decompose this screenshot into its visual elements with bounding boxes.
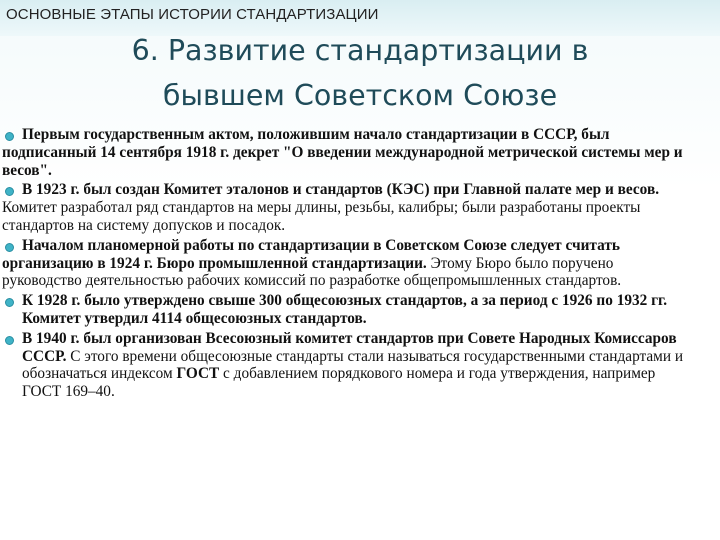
- bullet-2-text: Комитет разработал ряд стандартов на меры длины, резьбы, калибры; были разработаны проекты стандартов на систему допусков и посадок.: [2, 199, 641, 234]
- bullet-1-bold: Первым государственным актом, положившим начало стандартизации в СССР, был подписанный 14 сентября 1918 г. декрет "О введении международной метрической системы мер и весов".: [2, 126, 683, 179]
- gost-index: ГОСТ: [176, 365, 220, 383]
- section-label: ОСНОВНЫЕ ЭТАПЫ ИСТОРИИ СТАНДАРТИЗАЦИИ: [6, 6, 379, 23]
- bullet-3-bold: Началом планомерной работы по стандартизации в Советском Союзе следует считать организацию в 1924 г. Бюро промышленной стандартизации.: [2, 236, 620, 272]
- bullet-dot-icon: [5, 132, 14, 141]
- bullet-2-bold: В 1923 г. был создан Комитет эталонов и стандартов (КЭС) при Главной палате мер и весов.: [22, 181, 660, 199]
- bullet-3-text: Этому Бюро было поручено руководство деятельностью рабочих комиссий по разработке общепромышленных стандартов.: [2, 254, 622, 290]
- bullet-4-bold: К 1928 г. было утверждено свыше 300 общесоюзных стандартов, а за период с 1926 по 1932 гг. Комитет утвердил 4114 общесоюзных стандартов.: [22, 292, 668, 327]
- bullet-item-5: [2, 330, 688, 401]
- bullet-dot-icon: [5, 243, 14, 252]
- bullet-5-text-end: с добавлением порядкового номера и года утверждения, например ГОСТ 169–40.: [22, 365, 656, 401]
- bullet-item-2: [2, 181, 688, 234]
- bullet-dot-icon: [5, 336, 14, 345]
- bullet-list: [2, 126, 688, 401]
- bullet-item-3: [2, 237, 688, 290]
- bullet-item-1: [2, 126, 688, 179]
- title-line-2: бывшем Советском Союзе: [162, 79, 558, 112]
- bullet-item-4: [2, 292, 688, 328]
- title-line-1: 6. Развитие стандартизации в: [131, 34, 589, 67]
- bullet-5-bold: В 1940 г. был организован Всесоюзный комитет стандартов при Совете Народных Комиссаров СССР.: [22, 329, 677, 365]
- bullet-5-text: С этого времени общесоюзные стандарты стали называться государственными стандартами и обозначаться индексом: [22, 347, 684, 383]
- slide-title: [0, 28, 720, 118]
